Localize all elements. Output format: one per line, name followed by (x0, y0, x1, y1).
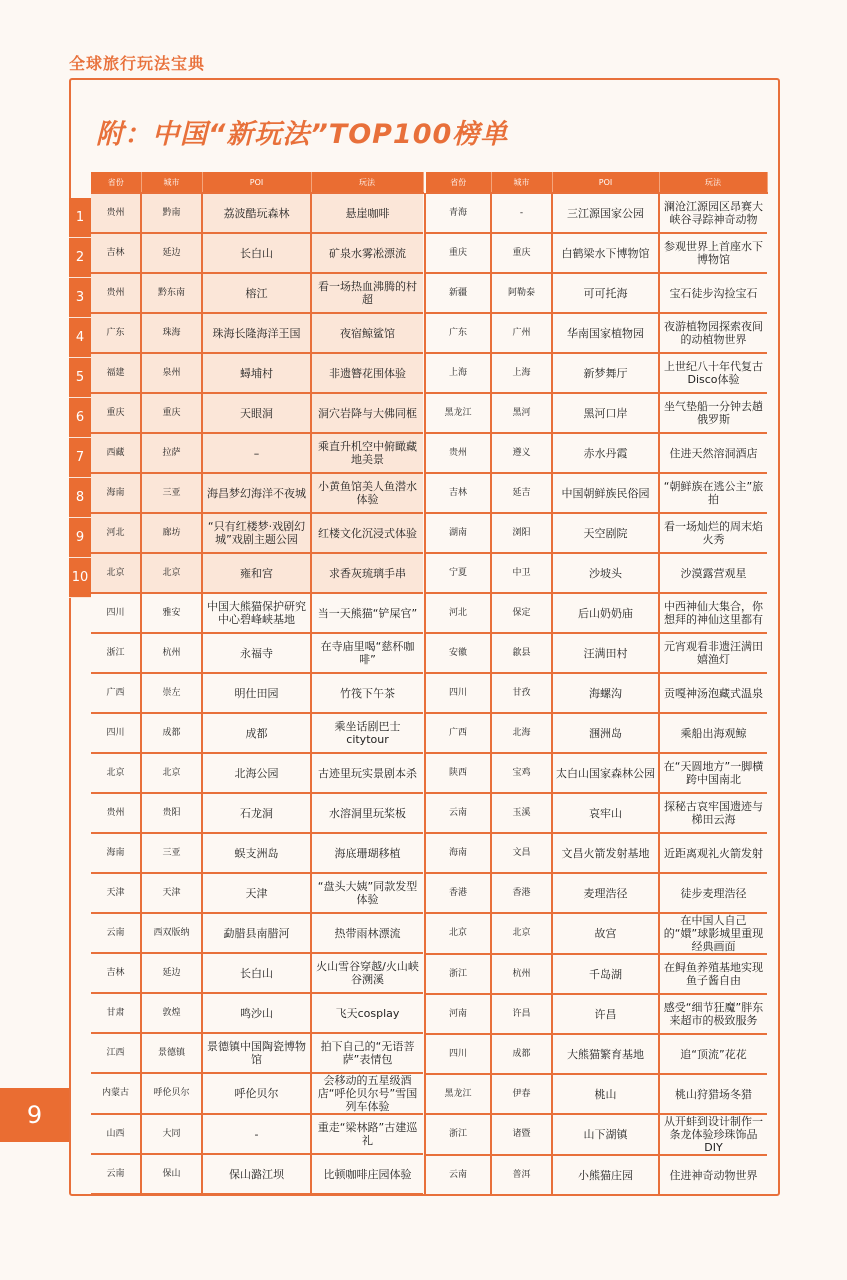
poi-cell: 北海公园 (202, 753, 311, 793)
rank-badge: 4 (69, 318, 91, 358)
activity-cell: 水溶洞里玩桨板 (311, 793, 423, 833)
table-row (426, 793, 767, 833)
table-row (91, 1033, 423, 1073)
activity-cell: 探秘古哀牢国遗迹与梯田云海 (659, 793, 767, 833)
city-cell: 成都 (491, 1034, 552, 1074)
activity-cell: 近距离观礼火箭发射 (659, 833, 767, 873)
ranking-table-right (426, 172, 768, 1196)
province-cell: 宁夏 (426, 553, 491, 593)
city-cell: 敦煌 (141, 993, 202, 1033)
province-cell: 广东 (426, 313, 491, 353)
activity-cell: 海底珊瑚移植 (311, 833, 423, 873)
activity-cell: 坐气垫船一分钟去趟俄罗斯 (659, 393, 767, 433)
activity-cell: 乘直升机空中俯瞰藏地美景 (311, 433, 423, 473)
activity-cell: 上世纪八十年代复古Disco体验 (659, 353, 767, 393)
rank-badge: 7 (69, 438, 91, 478)
poi-cell: 天津 (202, 873, 311, 913)
table-row (91, 873, 423, 913)
poi-cell: 景德镇中国陶瓷博物馆 (202, 1033, 311, 1073)
city-cell: 伊春 (491, 1074, 552, 1114)
city-cell: 歙县 (491, 633, 552, 673)
poi-cell: 许昌 (552, 994, 659, 1034)
city-cell: 普洱 (491, 1155, 552, 1195)
table-row (91, 593, 423, 633)
city-cell: 上海 (491, 353, 552, 393)
poi-cell: 哀牢山 (552, 793, 659, 833)
table-row (91, 953, 423, 993)
table-row (426, 593, 767, 633)
poi-cell: 千岛湖 (552, 954, 659, 994)
column-header: POI (202, 172, 311, 193)
poi-cell: 大熊猫繁育基地 (552, 1034, 659, 1074)
city-cell: 中卫 (491, 553, 552, 593)
province-cell: 福建 (91, 353, 141, 393)
city-cell: 北京 (141, 753, 202, 793)
activity-cell: 贡嘎神汤泡藏式温泉 (659, 673, 767, 713)
poi-cell: 小熊猫庄园 (552, 1155, 659, 1195)
activity-cell: 求香灰琉璃手串 (311, 553, 423, 593)
poi-cell: 赤水丹霞 (552, 433, 659, 473)
province-cell: 贵州 (91, 793, 141, 833)
table-row (426, 713, 767, 753)
province-cell: 青海 (426, 193, 491, 233)
activity-cell: 在“天圆地方”一脚横跨中国南北 (659, 753, 767, 793)
province-cell: 西藏 (91, 433, 141, 473)
table-row (426, 913, 767, 954)
city-cell: 许昌 (491, 994, 552, 1034)
province-cell: 陕西 (426, 753, 491, 793)
activity-cell: 热带雨林漂流 (311, 913, 423, 953)
city-cell: 天津 (141, 873, 202, 913)
poi-cell: 呼伦贝尔 (202, 1073, 311, 1114)
province-cell: 河南 (426, 994, 491, 1034)
poi-cell: 长白山 (202, 953, 311, 993)
activity-cell: 飞天cosplay (311, 993, 423, 1033)
city-cell: 呼伦贝尔 (141, 1073, 202, 1114)
activity-cell: 看一场灿烂的周末焰火秀 (659, 513, 767, 553)
city-cell: 成都 (141, 713, 202, 753)
rank-badge: 5 (69, 358, 91, 398)
city-cell: 崇左 (141, 673, 202, 713)
rank-badge: 10 (69, 558, 91, 598)
table-row (91, 1114, 423, 1154)
city-cell: 黑河 (491, 393, 552, 433)
province-cell: 四川 (91, 713, 141, 753)
poi-cell: 勐腊县南腊河 (202, 913, 311, 953)
poi-cell: 涠洲岛 (552, 713, 659, 753)
province-cell: 云南 (91, 1154, 141, 1194)
poi-cell: “只有红楼梦·戏剧幻城”戏剧主题公园 (202, 513, 311, 553)
province-cell: 上海 (426, 353, 491, 393)
table-row (426, 553, 767, 593)
province-cell: 贵州 (91, 193, 141, 233)
province-cell: 内蒙古 (91, 1073, 141, 1114)
city-cell: 泉州 (141, 353, 202, 393)
city-cell: 遵义 (491, 433, 552, 473)
city-cell: 玉溪 (491, 793, 552, 833)
table-row (426, 313, 767, 353)
rank-badge: 6 (69, 398, 91, 438)
table-row (91, 433, 423, 473)
activity-cell: 比顿咖啡庄园体验 (311, 1154, 423, 1194)
table-row (426, 1155, 767, 1195)
activity-cell: 乘船出海观鲸 (659, 713, 767, 753)
table-row (426, 873, 767, 913)
city-cell: 珠海 (141, 313, 202, 353)
city-cell: 景德镇 (141, 1033, 202, 1073)
table-row (426, 273, 767, 313)
poi-cell: 黑河口岸 (552, 393, 659, 433)
poi-cell: – (202, 433, 311, 473)
activity-cell: 古迹里玩实景剧本杀 (311, 753, 423, 793)
city-cell: 保山 (141, 1154, 202, 1194)
poi-cell: 麦理浩径 (552, 873, 659, 913)
activity-cell: 感受“细节狂魔”胖东来超市的极致服务 (659, 994, 767, 1034)
poi-cell: 石龙洞 (202, 793, 311, 833)
column-header: POI (552, 172, 659, 193)
activity-cell: 沙漠露营观星 (659, 553, 767, 593)
province-cell: 重庆 (426, 233, 491, 273)
activity-cell: 中西神仙大集合，你想拜的神仙这里都有 (659, 593, 767, 633)
city-cell: 重庆 (491, 233, 552, 273)
province-cell: 香港 (426, 873, 491, 913)
activity-cell: 住进神奇动物世界 (659, 1155, 767, 1195)
city-cell: 广州 (491, 313, 552, 353)
column-header: 城市 (491, 172, 552, 193)
table-row (426, 433, 767, 473)
city-cell: 三亚 (141, 473, 202, 513)
activity-cell: 徒步麦理浩径 (659, 873, 767, 913)
table-row (426, 353, 767, 393)
poi-cell: 天空剧院 (552, 513, 659, 553)
table-header-row (426, 172, 767, 193)
activity-cell: 在鲟鱼养殖基地实现鱼子酱自由 (659, 954, 767, 994)
table-row (426, 393, 767, 433)
province-cell: 云南 (426, 1155, 491, 1195)
province-cell: 黑龙江 (426, 393, 491, 433)
province-cell: 北京 (426, 913, 491, 954)
city-cell: 北京 (141, 553, 202, 593)
activity-cell: 桃山狩猎场冬猎 (659, 1074, 767, 1114)
poi-cell: 山下湖镇 (552, 1114, 659, 1155)
table-header-row (91, 172, 423, 193)
column-header: 省份 (91, 172, 141, 193)
poi-cell: 成都 (202, 713, 311, 753)
table-row (426, 513, 767, 553)
province-cell: 吉林 (91, 233, 141, 273)
province-cell: 北京 (91, 753, 141, 793)
table-row (426, 954, 767, 994)
poi-cell: 故宫 (552, 913, 659, 954)
table-row (426, 1074, 767, 1114)
poi-cell: 沙坡头 (552, 553, 659, 593)
table-row (91, 913, 423, 953)
activity-cell: “朝鲜族在逃公主”旅拍 (659, 473, 767, 513)
poi-cell: 可可托海 (552, 273, 659, 313)
activity-cell: 参观世界上首座水下博物馆 (659, 233, 767, 273)
city-cell: 杭州 (491, 954, 552, 994)
province-cell: 江西 (91, 1033, 141, 1073)
poi-cell: 中国大熊猫保护研究中心碧峰峡基地 (202, 593, 311, 633)
activity-cell: 乘坐话剧巴士citytour (311, 713, 423, 753)
poi-cell: 蜈支洲岛 (202, 833, 311, 873)
activity-cell: 火山雪谷穿越/火山峡谷溯溪 (311, 953, 423, 993)
poi-cell: 三江源国家公园 (552, 193, 659, 233)
activity-cell: 当一天熊猫“铲屎官” (311, 593, 423, 633)
province-cell: 海南 (91, 833, 141, 873)
province-cell: 山西 (91, 1114, 141, 1154)
activity-cell: 非遗簪花围体验 (311, 353, 423, 393)
city-cell: 杭州 (141, 633, 202, 673)
activity-cell: 重走“梁林路”古建巡礼 (311, 1114, 423, 1154)
table-row (91, 833, 423, 873)
activity-cell: 会移动的五星级酒店“呼伦贝尔号”雪国列车体验 (311, 1073, 423, 1114)
table-row (91, 313, 423, 353)
province-cell: 黑龙江 (426, 1074, 491, 1114)
poi-cell: 桃山 (552, 1074, 659, 1114)
poi-cell: 白鹤梁水下博物馆 (552, 233, 659, 273)
table-row (91, 233, 423, 273)
table-row (91, 713, 423, 753)
poi-cell: 珠海长隆海洋王国 (202, 313, 311, 353)
table-row (91, 753, 423, 793)
table-row (91, 193, 423, 233)
province-cell: 广东 (91, 313, 141, 353)
city-cell: 拉萨 (141, 433, 202, 473)
activity-cell: “盘头大姨”同款发型体验 (311, 873, 423, 913)
province-cell: 浙江 (91, 633, 141, 673)
rank-badge: 8 (69, 478, 91, 518)
poi-cell: 雍和宫 (202, 553, 311, 593)
table-row (91, 673, 423, 713)
city-cell: 大同 (141, 1114, 202, 1154)
rank-badge: 9 (69, 518, 91, 558)
table-row (91, 993, 423, 1033)
province-cell: 广西 (426, 713, 491, 753)
activity-cell: 在中国人自己的“嬛”球影城里重现经典画面 (659, 913, 767, 954)
city-cell: 文昌 (491, 833, 552, 873)
province-cell: 天津 (91, 873, 141, 913)
province-cell: 河北 (426, 593, 491, 633)
table-row (91, 353, 423, 393)
city-cell: 宝鸡 (491, 753, 552, 793)
city-cell: 北海 (491, 713, 552, 753)
province-cell: 新疆 (426, 273, 491, 313)
poi-cell: 永福寺 (202, 633, 311, 673)
poi-cell: 汪满田村 (552, 633, 659, 673)
city-cell: - (491, 193, 552, 233)
province-cell: 吉林 (91, 953, 141, 993)
table-row (91, 1073, 423, 1114)
city-cell: 贵阳 (141, 793, 202, 833)
table-row (426, 1034, 767, 1074)
page-number-tab: 9 (0, 1088, 69, 1142)
column-header: 城市 (141, 172, 202, 193)
poi-cell: 长白山 (202, 233, 311, 273)
city-cell: 北京 (491, 913, 552, 954)
province-cell: 湖南 (426, 513, 491, 553)
poi-cell: 荔波酷玩森林 (202, 193, 311, 233)
poi-cell: 太白山国家森林公园 (552, 753, 659, 793)
province-cell: 吉林 (426, 473, 491, 513)
city-cell: 重庆 (141, 393, 202, 433)
city-cell: 三亚 (141, 833, 202, 873)
city-cell: 阿勒泰 (491, 273, 552, 313)
city-cell: 香港 (491, 873, 552, 913)
poi-cell: 榕江 (202, 273, 311, 313)
activity-cell: 在寺庙里喝“慈杯咖啡” (311, 633, 423, 673)
activity-cell: 洞穴岩降与大佛同框 (311, 393, 423, 433)
city-cell: 廊坊 (141, 513, 202, 553)
table-row (91, 553, 423, 593)
activity-cell: 看一场热血沸腾的村超 (311, 273, 423, 313)
rank-badge: 1 (69, 198, 91, 238)
province-cell: 云南 (91, 913, 141, 953)
province-cell: 四川 (426, 673, 491, 713)
province-cell: 四川 (91, 593, 141, 633)
province-cell: 北京 (91, 553, 141, 593)
activity-cell: 红楼文化沉浸式体验 (311, 513, 423, 553)
province-cell: 贵州 (426, 433, 491, 473)
table-row (426, 673, 767, 713)
city-cell: 雅安 (141, 593, 202, 633)
province-cell: 安徽 (426, 633, 491, 673)
city-cell: 黔东南 (141, 273, 202, 313)
table-row (91, 473, 423, 513)
rank-badge: 3 (69, 278, 91, 318)
province-cell: 甘肃 (91, 993, 141, 1033)
poi-cell: 新梦舞厅 (552, 353, 659, 393)
table-row (426, 473, 767, 513)
table-row (91, 793, 423, 833)
activity-cell: 从开蚌到设计制作一条龙体验珍珠饰品DIY (659, 1114, 767, 1155)
activity-cell: 澜沧江源园区昂赛大峡谷寻踪神奇动物 (659, 193, 767, 233)
activity-cell: 拍下自己的“无语菩萨”表情包 (311, 1033, 423, 1073)
table-row (91, 1154, 423, 1194)
province-cell: 浙江 (426, 954, 491, 994)
poi-cell: 海昌梦幻海洋不夜城 (202, 473, 311, 513)
city-cell: 延吉 (491, 473, 552, 513)
province-cell: 浙江 (426, 1114, 491, 1155)
table-row (91, 633, 423, 673)
activity-cell: 矿泉水雾凇漂流 (311, 233, 423, 273)
brand-header: 全球旅行玩法宝典 (69, 54, 206, 73)
ranking-table-left (91, 172, 424, 1195)
city-cell: 甘孜 (491, 673, 552, 713)
city-cell: 诸暨 (491, 1114, 552, 1155)
activity-cell: 夜游植物园探索夜间的动植物世界 (659, 313, 767, 353)
city-cell: 保定 (491, 593, 552, 633)
city-cell: 西双版纳 (141, 913, 202, 953)
poi-cell: - (202, 1114, 311, 1154)
poi-cell: 华南国家植物园 (552, 313, 659, 353)
city-cell: 延边 (141, 953, 202, 993)
page-title: 附：中国“新玩法”TOP100榜单 (96, 119, 509, 150)
activity-cell: 追“顶流”花花 (659, 1034, 767, 1074)
activity-cell: 悬崖咖啡 (311, 193, 423, 233)
rank-badge: 2 (69, 238, 91, 278)
table-row (91, 513, 423, 553)
table-row (426, 1114, 767, 1155)
table-row (91, 273, 423, 313)
poi-cell: 鸣沙山 (202, 993, 311, 1033)
city-cell: 延边 (141, 233, 202, 273)
activity-cell: 住进天然溶洞酒店 (659, 433, 767, 473)
table-row (426, 753, 767, 793)
column-header: 玩法 (311, 172, 423, 193)
activity-cell: 夜宿鲸鲨馆 (311, 313, 423, 353)
province-cell: 海南 (91, 473, 141, 513)
poi-cell: 天眼洞 (202, 393, 311, 433)
activity-cell: 小黄鱼馆美人鱼潜水体验 (311, 473, 423, 513)
activity-cell: 宝石徒步沟捡宝石 (659, 273, 767, 313)
poi-cell: 文昌火箭发射基地 (552, 833, 659, 873)
poi-cell: 海螺沟 (552, 673, 659, 713)
poi-cell: 保山潞江坝 (202, 1154, 311, 1194)
poi-cell: 后山奶奶庙 (552, 593, 659, 633)
province-cell: 贵州 (91, 273, 141, 313)
table-row (426, 833, 767, 873)
province-cell: 海南 (426, 833, 491, 873)
column-header: 玩法 (659, 172, 767, 193)
table-row (91, 393, 423, 433)
activity-cell: 竹筏下午茶 (311, 673, 423, 713)
city-cell: 黔南 (141, 193, 202, 233)
province-cell: 四川 (426, 1034, 491, 1074)
province-cell: 云南 (426, 793, 491, 833)
city-cell: 浏阳 (491, 513, 552, 553)
table-row (426, 994, 767, 1034)
column-header: 省份 (426, 172, 491, 193)
poi-cell: 中国朝鲜族民俗园 (552, 473, 659, 513)
table-row (426, 633, 767, 673)
province-cell: 河北 (91, 513, 141, 553)
poi-cell: 明仕田园 (202, 673, 311, 713)
activity-cell: 元宵观看非遗汪满田嬉渔灯 (659, 633, 767, 673)
poi-cell: 蟳埔村 (202, 353, 311, 393)
table-row (426, 233, 767, 273)
province-cell: 广西 (91, 673, 141, 713)
table-row (426, 193, 767, 233)
rank-column (69, 198, 91, 598)
province-cell: 重庆 (91, 393, 141, 433)
